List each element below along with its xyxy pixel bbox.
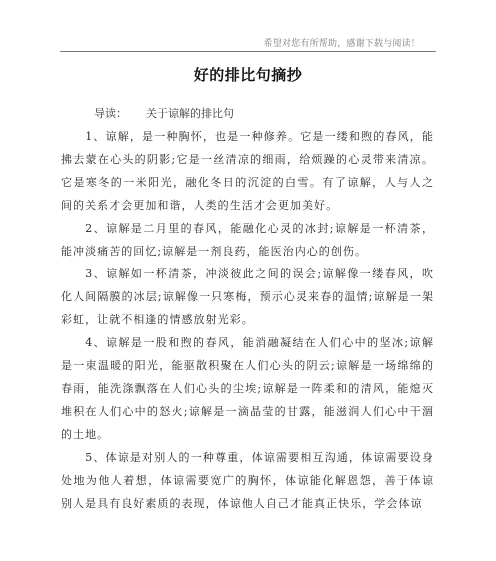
intro-text: 关于谅解的排比句 — [146, 107, 234, 120]
header-note: 希望对您有所帮助，感谢下载与阅读！ — [263, 39, 420, 49]
intro-lead: 导读： — [94, 107, 127, 120]
paragraph: 1、谅解，是一种胸怀，也是一种修养。它是一缕和煦的春风，能拂去蒙在心头的阴影;它是一丝清凉的细雨，给烦躁的心灵带来清凉。它是寒冬的一米阳光，融化冬日的沉淀的白雪。有了谅解，人与人之间的关系才会更加和谐，人类的生活才会更加美好。 — [61, 130, 434, 212]
intro-line — [94, 105, 234, 121]
document-body — [61, 126, 434, 515]
document-title: 好的排比句摘抄 — [193, 66, 303, 84]
paragraph: 2、谅解是二月里的春风，能融化心灵的冰封;谅解是一杯清茶，能冲淡痛苦的回忆;谅解是一剂良药，能医治内心的创伤。 — [61, 221, 434, 258]
header-divider — [60, 51, 436, 52]
paragraph: 5、体谅是对别人的一种尊重，体谅需要相互沟通，体谅需要设身处地为他人着想，体谅需要宽广的胸怀，体谅能化解恩怨，善于体谅别人是具有良好素质的表现，体谅他人自己才能真正快乐，学会体谅 — [61, 450, 434, 510]
paragraph: 3、谅解如一杯清茶，冲淡彼此之间的误会;谅解像一缕春风，吹化人间隔膜的冰层;谅解像一只寒梅，预示心灵来春的温情;谅解是一架彩虹，让就不相逢的情感放射光彩。 — [61, 267, 434, 327]
paragraph: 4、谅解是一股和煦的春风，能消融凝结在人们心中的坚冰;谅解是一束温暖的阳光，能驱散积聚在人们心头的阴云;谅解是一场绵绵的春雨，能洗涤飘落在人们心头的尘埃;谅解是一阵柔和的清风，能熄灭堆积在人们心中的怒火;谅解是一滴晶莹的甘露，能滋润人们心中干涸的土地。 — [61, 336, 434, 441]
